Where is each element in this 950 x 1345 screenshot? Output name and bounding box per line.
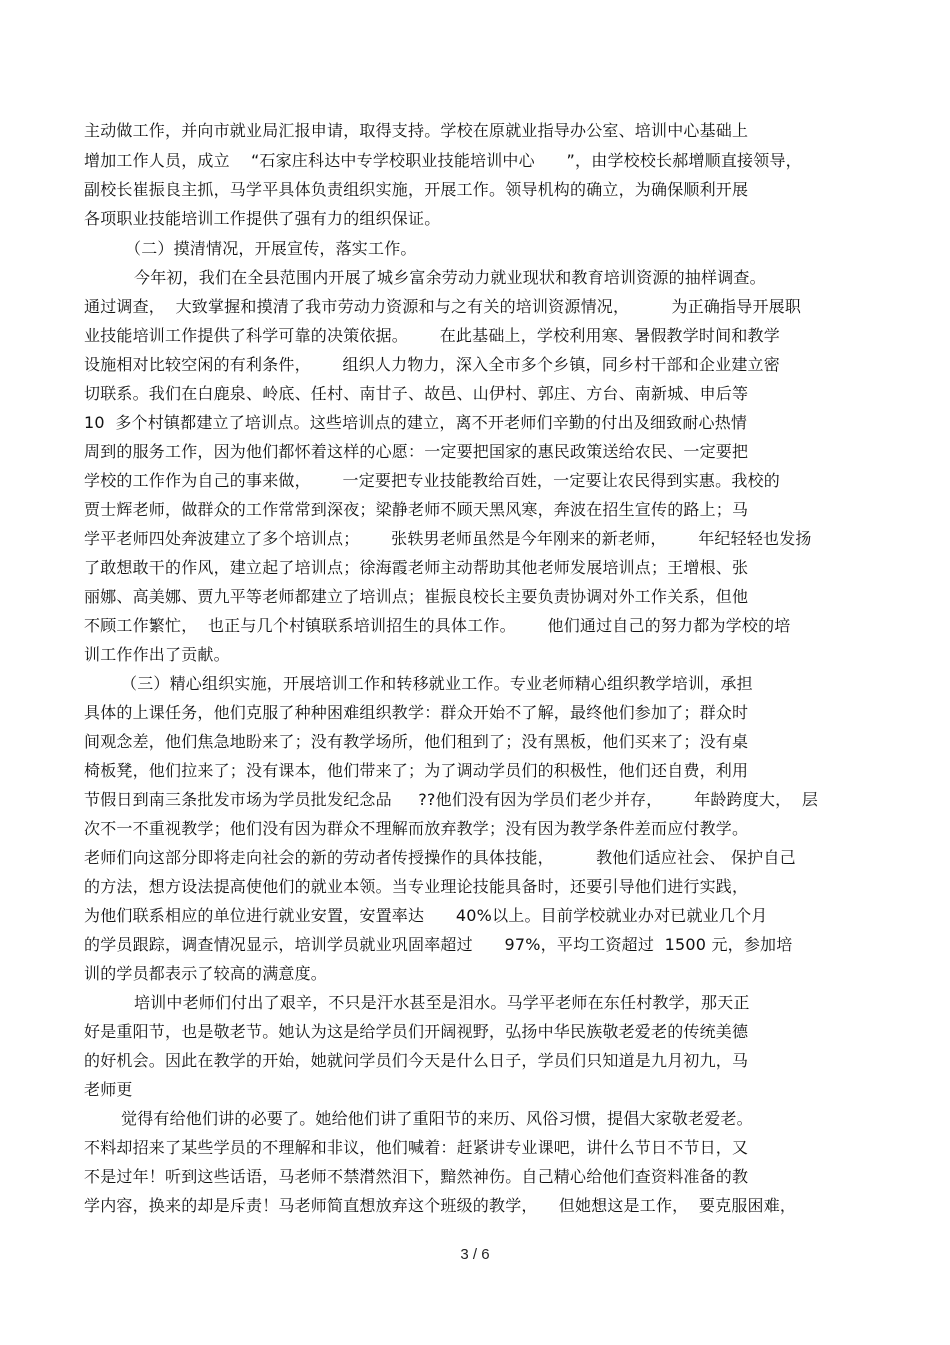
text-line: 增加工作人员，成立 “石家庄科达中专学校职业技能培训中心 ”，由学校校长郝增顺直接领导， xyxy=(84,151,802,170)
text-line: 不顾工作繁忙， 也正与几个村镇联系培训招生的具体工作。 他们通过自己的努力都为学校的培 xyxy=(84,616,791,635)
text-line: 不料却招来了某些学员的不理解和非议，他们喊着：赶紧讲专业课吧，讲什么节日不节日，又 xyxy=(84,1138,749,1157)
text-line: 业技能培训工作提供了科学可靠的决策依据。 在此基础上，学校利用寒、暑假教学时间和教学 xyxy=(84,326,780,345)
text-line: 学内容，换来的却是斥责！马老师简直想放弃这个班级的教学， 但她想这是工作， 要克服困难， xyxy=(84,1196,797,1215)
text-line: 不是过年！听到这些话语，马老师不禁潸然泪下，黯然神伤。自己精心给他们查资料准备的教 xyxy=(84,1167,749,1186)
text-line: 学校的工作作为自己的事来做， 一定要把专业技能教给百姓，一定要让农民得到实惠。我校的 xyxy=(84,471,780,490)
text-line: 设施相对比较空闲的有利条件， 组织人力物力，深入全市多个乡镇，同乡村干部和企业建立密 xyxy=(84,355,780,374)
text-line: 了敢想敢干的作风，建立起了培训点；徐海霞老师主动帮助其他老师发展培训点；王增根、张 xyxy=(84,558,749,577)
text-line: 今年初，我们在全县范围内开展了城乡富余劳动力就业现状和教育培训资源的抽样调查。 xyxy=(134,268,766,287)
text-line: 为他们联系相应的单位进行就业安置，安置率达 40%以上。目前学校就业办对已就业几个月 xyxy=(84,906,768,925)
page-number: 3 / 6 xyxy=(460,1246,490,1263)
text-line: 老师们向这部分即将走向社会的新的劳动者传授操作的具体技能， 教他们适应社会、 保护自己 xyxy=(84,848,796,867)
text-line: 老师更 xyxy=(84,1080,133,1099)
text-line: 觉得有给他们讲的必要了。她给他们讲了重阳节的来历、风俗习惯，提倡大家敬老爱老。 xyxy=(121,1109,753,1128)
text-line: 副校长崔振良主抓，马学平具体负责组织实施，开展工作。领导机构的确立，为确保顺利开展 xyxy=(84,180,749,199)
text-line: 贾士辉老师，做群众的工作常常到深夜；梁静老师不顾天黑风寒，奔波在招生宣传的路上；马 xyxy=(84,500,749,519)
text-line: 节假日到南三条批发市场为学员批发纪念品 ??他们没有因为学员们老少并存， 年龄跨度大， 层 xyxy=(84,790,819,809)
text-line: 次不一不重视教学；他们没有因为群众不理解而放弃教学；没有因为教学条件差而应付教学。 xyxy=(84,819,749,838)
section-heading: （三）精心组织实施，开展培训工作和转移就业工作。专业老师精心组织教学培训，承担 xyxy=(121,674,753,693)
text-line: 训的学员都表示了较高的满意度。 xyxy=(84,964,328,983)
text-line: 学平老师四处奔波建立了多个培训点； 张轶男老师虽然是今年刚来的新老师， 年纪轻轻也发扬 xyxy=(84,529,812,548)
text-line: 切联系。我们在白鹿泉、岭底、任村、南甘子、故邑、山伊村、郭庄、方台、南新城、申后等 xyxy=(84,384,749,403)
text-line: 周到的服务工作，因为他们都怀着这样的心愿：一定要把国家的惠民政策送给农民、一定要把 xyxy=(84,442,749,461)
text-line: 丽娜、高美娜、贾九平等老师都建立了培训点；崔振良校长主要负责协调对外工作关系，但他 xyxy=(84,587,749,606)
text-line: 椅板凳，他们拉来了；没有课本，他们带来了；为了调动学员们的积极性，他们还自费，利用 xyxy=(84,761,749,780)
text-line: 间观念差，他们焦急地盼来了；没有教学场所，他们租到了；没有黑板，他们买来了；没有桌 xyxy=(84,732,749,751)
text-line: 具体的上课任务，他们克服了种种困难组织教学：群众开始不了解，最终他们参加了；群众时 xyxy=(84,703,749,722)
text-line: 培训中老师们付出了艰辛，不只是汗水甚至是泪水。马学平老师在东任村教学，那天正 xyxy=(134,993,750,1012)
text-line: 训工作作出了贡献。 xyxy=(84,645,230,664)
text-line: 主动做工作，并向市就业局汇报申请，取得支持。学校在原就业指导办公室、培训中心基础上 xyxy=(84,121,749,140)
section-heading: （二）摸清情况，开展宣传，落实工作。 xyxy=(125,239,417,258)
text-line: 通过调查， 大致掌握和摸清了我市劳动力资源和与之有关的培训资源情况， 为正确指导开展职 xyxy=(84,297,802,316)
text-line: 的方法，想方设法提高使他们的就业本领。当专业理论技能具备时，还要引导他们进行实践， xyxy=(84,877,749,896)
text-line: 的好机会。因此在教学的开始，她就问学员们今天是什么日子，学员们只知道是九月初九，马 xyxy=(84,1051,749,1070)
text-line: 10 多个村镇都建立了培训点。这些培训点的建立，离不开老师们辛勤的付出及细致耐心热情 xyxy=(84,413,748,432)
text-line: 的学员跟踪，调查情况显示，培训学员就业巩固率超过 97%，平均工资超过 1500 元，参加培 xyxy=(84,935,793,954)
text-line: 好是重阳节，也是敬老节。她认为这是给学员们开阔视野，弘扬中华民族敬老爱老的传统美德 xyxy=(84,1022,749,1041)
text-line: 各项职业技能培训工作提供了强有力的组织保证。 xyxy=(84,209,441,228)
